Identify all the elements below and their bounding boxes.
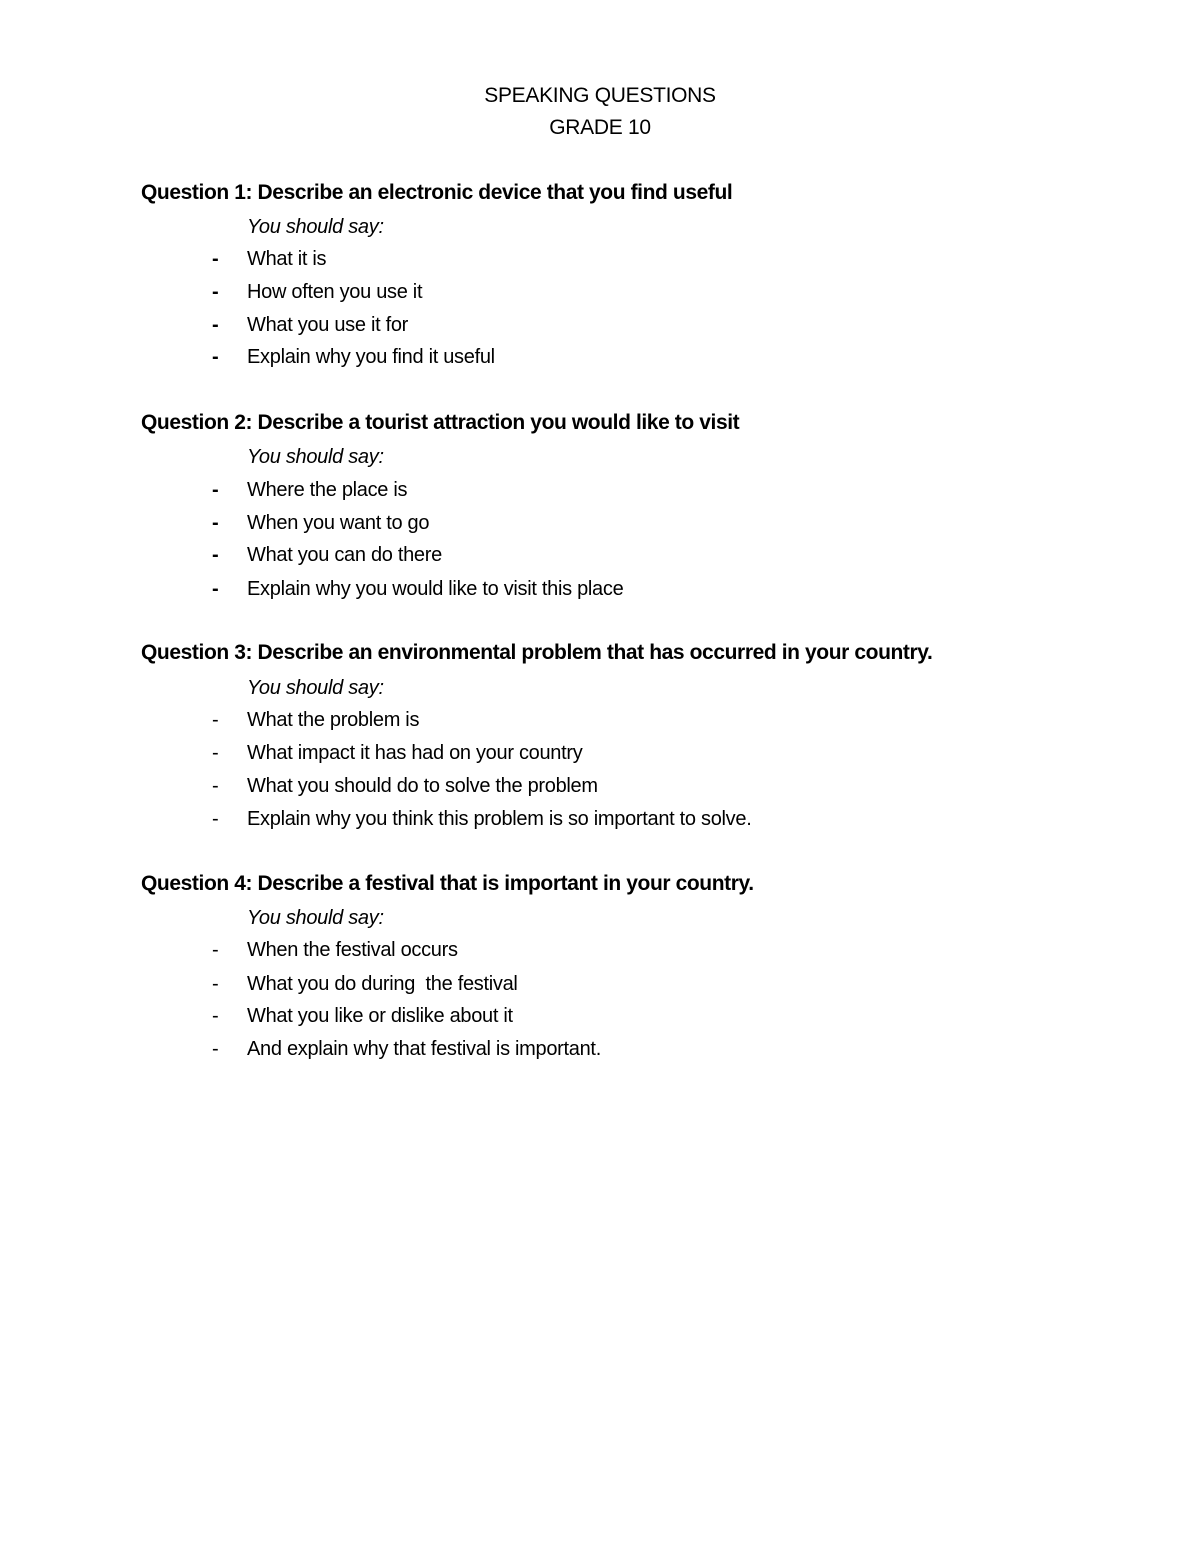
- list-dash: -: [212, 939, 219, 961]
- question-4-heading: Question 4: Describe a festival that is important in your country.: [141, 872, 754, 895]
- list-dash: -: [212, 1038, 219, 1060]
- list-item-text: What the problem is: [247, 709, 420, 731]
- document-title: SPEAKING QUESTIONS: [484, 84, 716, 107]
- list-item-text: What impact it has had on your country: [247, 742, 583, 764]
- list-dash: -: [212, 742, 219, 764]
- list-dash: -: [212, 709, 219, 731]
- question-4-prompt: You should say:: [247, 907, 384, 929]
- list-item-text: What you like or dislike about it: [247, 1005, 513, 1027]
- list-dash: -: [212, 544, 219, 566]
- list-dash: -: [212, 1005, 219, 1027]
- question-1-heading: Question 1: Describe an electronic device that you find useful: [141, 181, 733, 204]
- list-item-text: When you want to go: [247, 512, 430, 534]
- document-subtitle: GRADE 10: [549, 116, 651, 139]
- list-dash: -: [212, 479, 219, 501]
- list-item-text: What you can do there: [247, 544, 442, 566]
- list-dash: -: [212, 775, 219, 797]
- question-2-heading: Question 2: Describe a tourist attraction you would like to visit: [141, 411, 740, 434]
- list-item-text: Explain why you would like to visit this place: [247, 578, 624, 600]
- list-dash: -: [212, 512, 219, 534]
- question-3-prompt: You should say:: [247, 677, 384, 699]
- list-item-text: Where the place is: [247, 479, 408, 501]
- list-item-text: And explain why that festival is important.: [247, 1038, 601, 1060]
- list-item-text: What you do during the festival: [247, 973, 518, 995]
- list-dash: -: [212, 578, 219, 600]
- list-dash: -: [212, 314, 219, 336]
- list-item-text: What it is: [247, 248, 327, 270]
- list-dash: -: [212, 808, 219, 830]
- list-dash: -: [212, 248, 219, 270]
- list-item-text: What you use it for: [247, 314, 409, 336]
- list-item-text: How often you use it: [247, 281, 423, 303]
- list-item-text: Explain why you find it useful: [247, 346, 495, 368]
- question-3-heading: Question 3: Describe an environmental problem that has occurred in your country.: [141, 641, 933, 664]
- list-dash: -: [212, 973, 219, 995]
- list-dash: -: [212, 281, 219, 303]
- question-1-prompt: You should say:: [247, 216, 384, 238]
- question-2-prompt: You should say:: [247, 446, 384, 468]
- list-dash: -: [212, 346, 219, 368]
- list-item-text: What you should do to solve the problem: [247, 775, 598, 797]
- list-item-text: Explain why you think this problem is so important to solve.: [247, 808, 752, 830]
- list-item-text: When the festival occurs: [247, 939, 458, 961]
